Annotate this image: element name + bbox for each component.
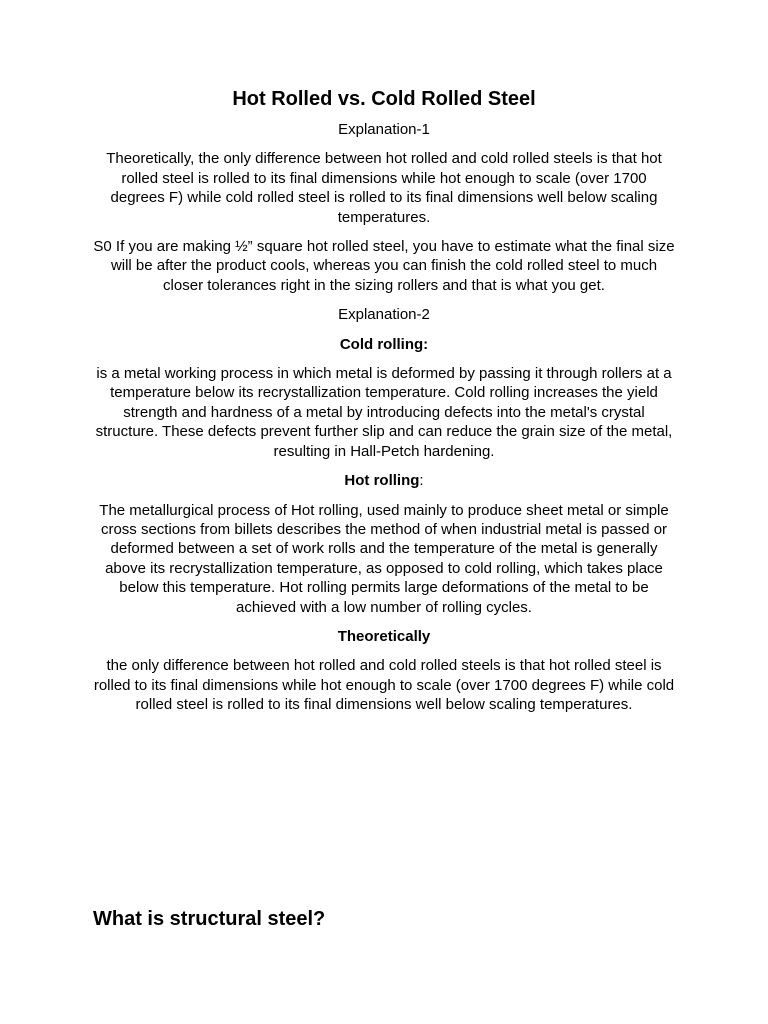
explanation-1-paragraph-2: S0 If you are making ½” square hot rolled steel, you have to estimate what the final size will be after the product cools, whereas you can finish the cold rolled steel to much closer tolerances right in the sizing rollers and that is what you get. [93,238,675,294]
document-title: Hot Rolled vs. Cold Rolled Steel [232,88,536,110]
theoretically-heading: Theoretically [337,627,431,645]
structural-steel-heading: What is structural steel? [93,908,326,930]
document-body [93,86,675,725]
hot-rolling-heading-line [93,471,675,490]
explanation-2-label: Explanation-2 [338,306,430,324]
cold-rolling-paragraph: is a metal working process in which metal is deformed by passing it through rollers at a temperature below its recrystallization temperature. Cold rolling increases the yield strength and hardness of a metal by introducing defects into the metal's crystal structure. These defects prevent further slip and can reduce the grain size of the metal, resulting in Hall-Petch hardening. [95,365,673,460]
hot-rolling-colon: : [419,472,424,490]
explanation-1-label: Explanation-1 [338,121,430,138]
hot-rolling-heading: Hot rolling [344,472,420,490]
hot-rolling-paragraph: The metallurgical process of Hot rolling, used mainly to produce sheet metal or simple cross sections from billets describes the method of when industrial metal is passed or deformed between a set of work rolls and the temperature of the metal is generally above its recrystallization temperature, as opposed to cold rolling, which takes place below this temperature. Hot rolling permits large deformations of the metal to be achieved with a low number of rolling cycles. [99,501,669,616]
theoretically-paragraph: the only difference between hot rolled and cold rolled steels is that hot rolled steel is rolled to its final dimensions while hot enough to scale (over 1700 degrees F) while cold rolled steel is rolled to its final dimensions well below scaling temperatures. [93,657,675,714]
cold-rolling-heading: Cold rolling: [339,335,429,353]
explanation-1-paragraph-1: Theoretically, the only difference between hot rolled and cold rolled steels is that hot rolled steel is rolled to its final dimensions while hot enough to scale (over 1700 degrees F) while cold rolled steel is rolled to its final dimensions well below scaling temperatures. [106,150,662,226]
